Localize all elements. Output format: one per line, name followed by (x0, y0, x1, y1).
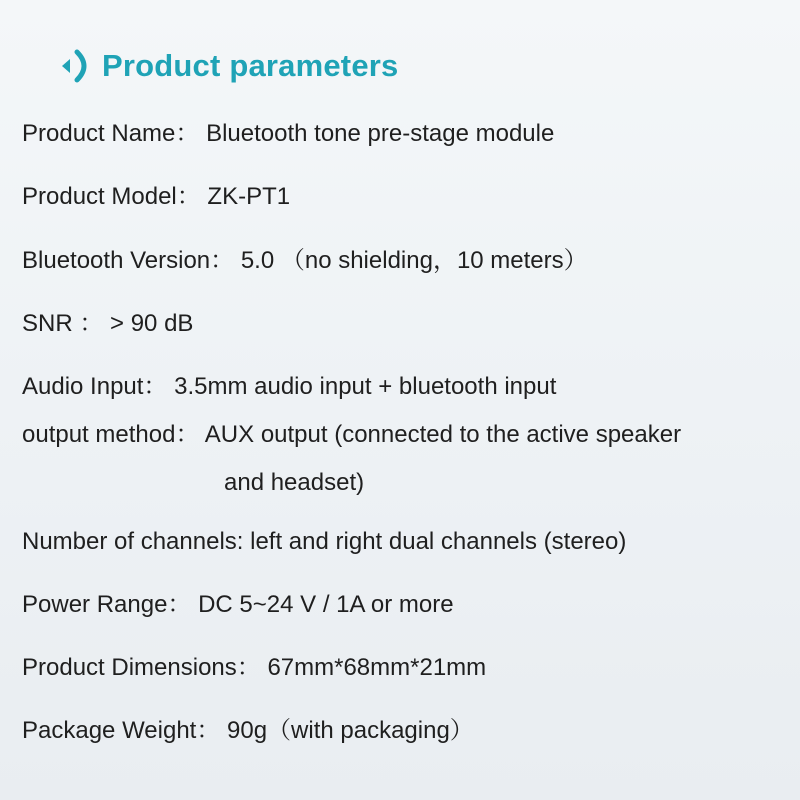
section-header (58, 46, 398, 86)
param-bluetooth-version (22, 246, 588, 276)
param-label: Number of channels: (22, 528, 244, 555)
param-snr (22, 309, 193, 339)
param-product-model (22, 182, 290, 212)
param-value: 90g（with packaging） (227, 717, 474, 744)
param-label: Product Dimensions： (22, 654, 261, 681)
param-label: Product Model： (22, 183, 201, 210)
param-value: 3.5mm audio input + bluetooth input (174, 373, 557, 400)
param-value: AUX output (connected to the active speaker (204, 421, 682, 448)
param-label: Package Weight： (22, 717, 221, 744)
param-product-name (22, 119, 554, 149)
param-value: ZK-PT1 (207, 183, 291, 210)
param-label: Bluetooth Version： (22, 247, 235, 274)
param-package-weight (22, 716, 474, 746)
param-label: Product Name： (22, 120, 200, 147)
param-label: Audio Input： (22, 373, 168, 400)
param-output-method (22, 420, 681, 450)
param-output-method-continuation: and headset) (224, 469, 365, 496)
speaker-icon (58, 46, 92, 86)
param-value: left and right dual channels (stereo) (250, 528, 627, 555)
param-value: Bluetooth tone pre-stage module (206, 120, 555, 147)
param-label: Power Range： (22, 591, 192, 618)
page-title: Product parameters (102, 48, 399, 83)
param-value: > 90 dB (110, 310, 194, 337)
param-value: DC 5~24 V / 1A or more (198, 591, 454, 618)
param-label: SNR ： (22, 310, 104, 337)
param-value: 5.0 （no shielding，10 meters） (240, 247, 588, 274)
param-value: 67mm*68mm*21mm (267, 654, 487, 681)
param-label: output method： (22, 421, 200, 448)
param-audio-input (22, 372, 556, 402)
param-power-range (22, 590, 454, 620)
param-channels (22, 527, 626, 557)
param-dimensions (22, 653, 486, 683)
